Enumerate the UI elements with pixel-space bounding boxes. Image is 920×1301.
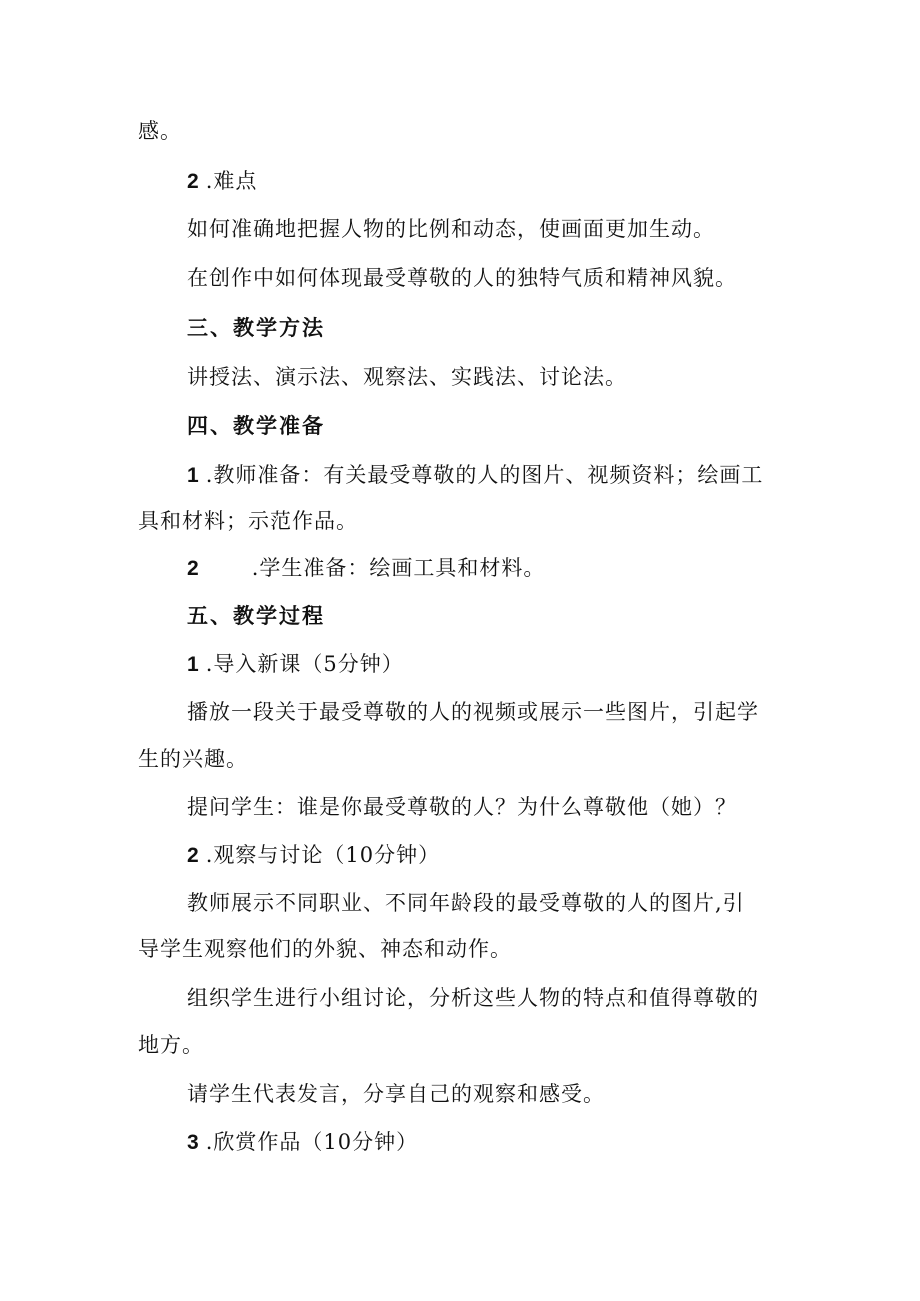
list-number: 3	[187, 1131, 200, 1154]
paragraph-line: 具和材料；示范作品。	[138, 509, 358, 533]
paragraph-line: 导学生观察他们的外貌、神态和动作。	[138, 937, 512, 961]
section-heading-process: 五、教学过程	[187, 604, 325, 628]
paragraph-line: 提问学生：谁是你最受尊敬的人？为什么尊敬他（她）？	[187, 795, 737, 819]
list-number: 2	[187, 557, 200, 580]
subheading-difficulty	[187, 166, 797, 197]
paragraph-line: 在创作中如何体现最受尊敬的人的独特气质和精神风貌。	[187, 266, 737, 290]
list-number: 2	[187, 170, 200, 193]
list-number: 2	[187, 844, 200, 867]
list-item-student-prep	[187, 553, 797, 584]
step-heading-intro	[187, 649, 797, 680]
subheading-text: .难点	[205, 169, 258, 193]
paragraph-end-line: 感。	[138, 119, 182, 143]
list-item-teacher-prep	[187, 460, 797, 491]
section-heading-preparation: 四、教学准备	[187, 414, 325, 438]
list-number: 1	[187, 653, 200, 676]
step-heading-text: .欣赏作品（10分钟）	[205, 1130, 419, 1154]
step-heading-observe	[187, 840, 797, 871]
paragraph-line: 地方。	[138, 1033, 204, 1057]
step-heading-text: .观察与讨论（10分钟）	[205, 843, 441, 867]
list-number: 1	[187, 464, 200, 487]
list-item-text: .学生准备：绘画工具和材料。	[251, 556, 546, 580]
step-heading-text: .导入新课（5分钟）	[205, 652, 404, 676]
paragraph-line: 播放一段关于最受尊敬的人的视频或展示一些图片，引起学	[187, 700, 759, 724]
section-heading-methods: 三、教学方法	[187, 316, 325, 340]
paragraph-line: 生的兴趣。	[138, 747, 248, 771]
paragraph-line: 如何准确地把握人物的比例和动态，使画面更加生动。	[187, 217, 715, 241]
step-heading-appreciate	[187, 1127, 797, 1158]
list-item-text: .教师准备：有关最受尊敬的人的图片、视频资料；绘画工	[205, 463, 764, 487]
paragraph-line: 请学生代表发言，分享自己的观察和感受。	[187, 1082, 605, 1106]
paragraph-line: 组织学生进行小组讨论，分析这些人物的特点和值得尊敬的	[187, 986, 759, 1010]
paragraph-line: 讲授法、演示法、观察法、实践法、讨论法。	[187, 365, 627, 389]
paragraph-line: 教师展示不同职业、不同年龄段的最受尊敬的人的图片,引	[187, 891, 745, 915]
